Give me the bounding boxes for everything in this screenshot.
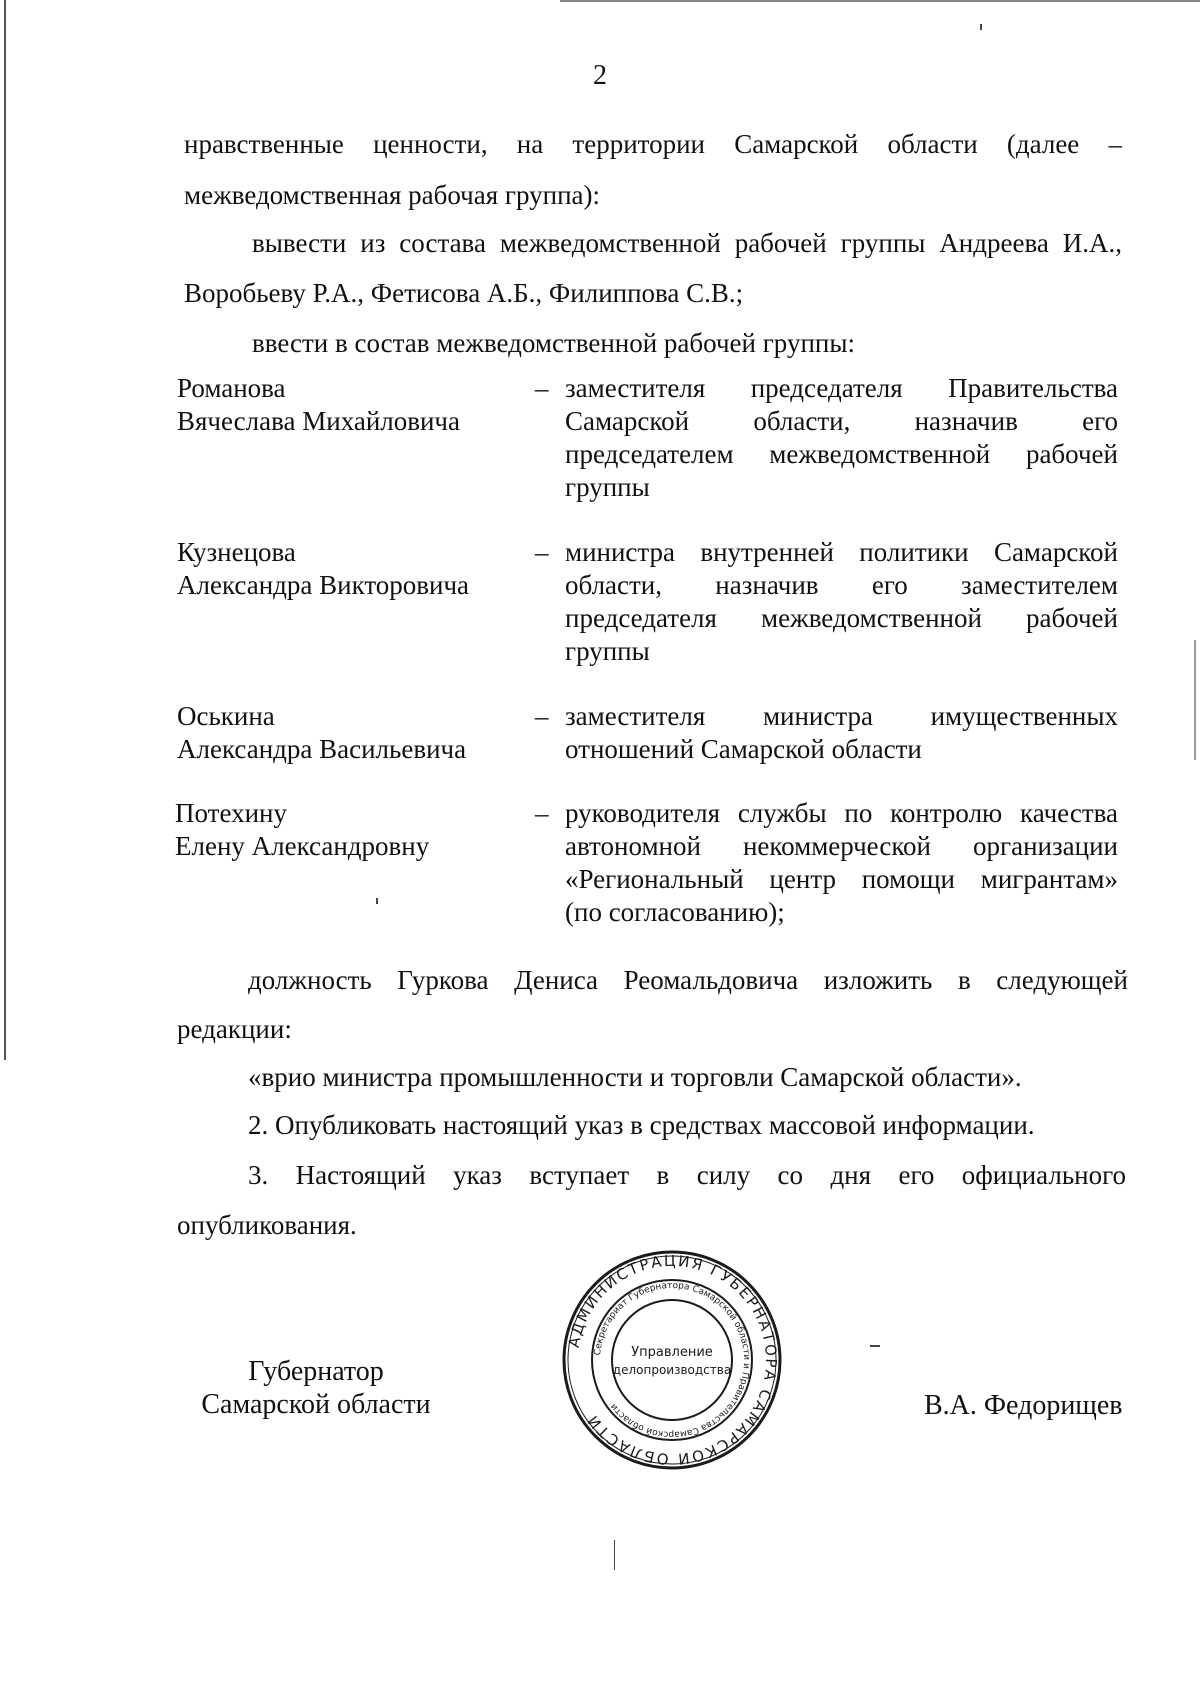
scan-edge-right	[1194, 640, 1196, 760]
member-surname: Кузнецова	[177, 537, 296, 567]
scan-speck	[376, 898, 378, 904]
description-line: заместителя председателя Правительства	[565, 373, 1118, 403]
description-line: руководителя службы по контролю качества	[565, 798, 1118, 828]
scan-edge-left	[4, 0, 6, 1060]
stamp-inner-text: Секретариат Губернатора Самарской области и Правительства Самарской области	[593, 1280, 752, 1440]
remove-line-1: вывести из состава межведомственной рабочей группы Андреева И.А.,	[252, 228, 1122, 258]
description-line: автономной некоммерческой организации	[565, 831, 1118, 861]
description-line: заместителя министра имущественных	[565, 701, 1118, 731]
description-line: области, назначив его заместителем	[565, 570, 1118, 600]
description-line: группы	[565, 636, 650, 666]
description-line: министра внутренней политики Самарской	[565, 537, 1118, 567]
intro-line-2: межведомственная рабочая группа):	[184, 180, 601, 210]
member-given-names: Елену Александровну	[175, 831, 430, 861]
member-name	[177, 372, 517, 438]
intro-line-1: нравственные ценности, на территории Самарской области (далее –	[184, 129, 1122, 159]
position-change-line-2: редакции:	[177, 1014, 292, 1044]
member-surname: Потехину	[175, 798, 287, 828]
member-name	[177, 700, 517, 766]
description-line: председателя межведомственной рабочей	[565, 603, 1118, 633]
member-description	[565, 372, 1118, 504]
description-line: Самарской области, назначив его	[565, 406, 1118, 436]
signatory-title	[186, 1355, 446, 1421]
member-description	[565, 700, 1118, 766]
member-dash: –	[535, 798, 549, 828]
scan-edge-top	[560, 0, 1200, 2]
position-change-line-1: должность Гуркова Дениса Реомальдовича изложить в следующей	[248, 965, 1128, 995]
member-dash: –	[535, 373, 549, 403]
page-number: 2	[593, 60, 607, 91]
stamp-inner-ring	[612, 1300, 732, 1420]
member-name	[175, 797, 515, 863]
member-given-names: Александра Васильевича	[177, 734, 467, 764]
clause-3-line-1: 3. Настоящий указ вступает в силу со дня его официального	[248, 1160, 1126, 1190]
description-line: «Региональный центр помощи мигрантам»	[565, 864, 1118, 894]
description-line: (по согласованию);	[565, 897, 785, 927]
signatory-title-line: Губернатор	[248, 1356, 384, 1387]
clause-3-line-2: опубликования.	[177, 1210, 357, 1240]
signatory-name: В.А. Федорищев	[924, 1390, 1123, 1421]
member-description	[565, 797, 1118, 929]
stamp-outer-text: АДМИНИСТРАЦИЯ ГУБЕРНАТОРА САМАРСКОЙ ОБЛАСТИ	[564, 1251, 781, 1469]
official-stamp	[560, 1248, 784, 1472]
stamp-center-line-1: Управление	[631, 1345, 713, 1360]
signatory-title-line: Самарской области	[201, 1389, 431, 1420]
member-name	[177, 536, 517, 602]
description-line: отношений Самарской области	[565, 734, 922, 764]
clause-2: 2. Опубликовать настоящий указ в средствах массовой информации.	[248, 1110, 1035, 1140]
description-line: группы	[565, 472, 650, 502]
new-position-text: «врио министра промышленности и торговли Самарской области».	[248, 1062, 1022, 1092]
member-given-names: Вячеслава Михайловича	[177, 406, 460, 436]
member-surname: Романова	[177, 373, 286, 403]
stamp-center-line-2: делопроизводства	[612, 1363, 732, 1377]
scan-speck	[870, 1345, 880, 1347]
scan-speck	[614, 1540, 615, 1570]
remove-line-2: Воробьеву Р.А., Фетисова А.Б., Филиппова С.В.;	[184, 278, 744, 308]
member-dash: –	[535, 701, 549, 731]
stamp-middle-ring	[592, 1280, 752, 1440]
add-members-intro: ввести в состав межведомственной рабочей группы:	[252, 328, 855, 358]
member-description	[565, 536, 1118, 668]
scan-speck	[980, 24, 982, 30]
description-line: председателем межведомственной рабочей	[565, 439, 1118, 469]
member-given-names: Александра Викторовича	[177, 570, 470, 600]
member-surname: Оськина	[177, 701, 275, 731]
member-dash: –	[535, 537, 549, 567]
